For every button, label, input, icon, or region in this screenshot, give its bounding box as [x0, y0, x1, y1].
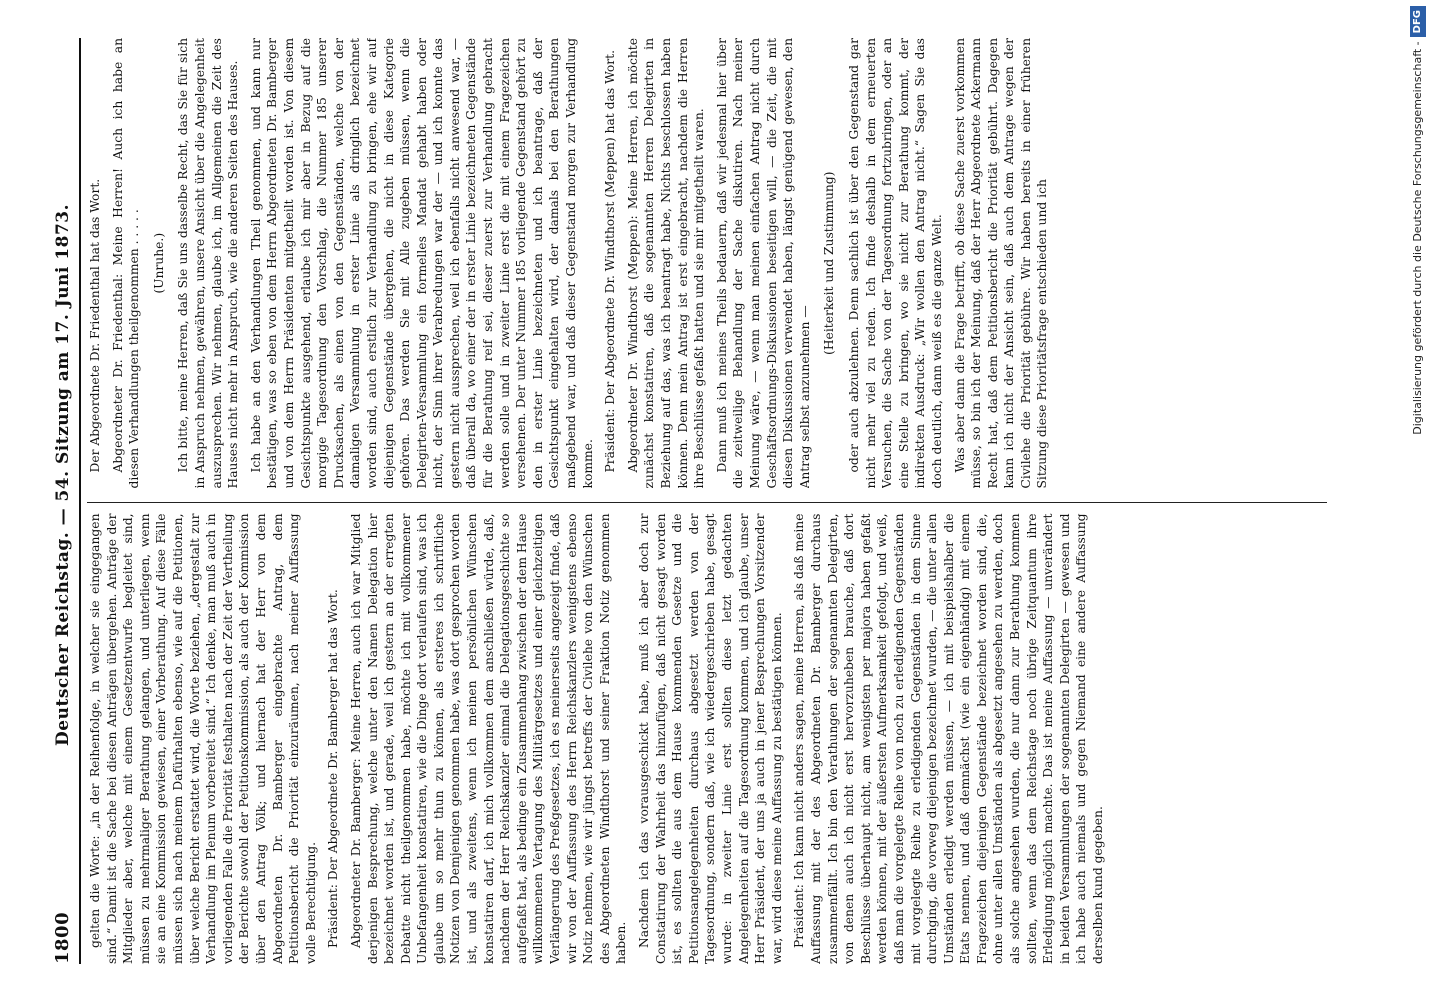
- paragraph: Präsident: Der Abgeordnete Dr. Windthorst (Meppen) hat das Wort.: [603, 49, 618, 473]
- right-column: [87, 38, 1327, 489]
- header-rule: [79, 38, 81, 964]
- paragraph: Abgeordneter Dr. Bamberger: Meine Herren, auch ich war Mitglied derjenigen Besprechung, welche unter den Namen Delegation hier bezeichnet worden ist, und gerade, weil ich gestern an der erregten Debatte nicht theilgenommen habe, möchte ich mit vollkommener Unbefangenheit konstatiren, wie die Dinge dort verlaufen sind, was ich glaube um so mehr thun zu können, als ersteres ich schriftliche Notizen von Demjenigen genommen habe, was dort gesprochen worden ist, und als zweitens, wenn ich meinen persönlichen Wünschen konstatiren darf, ich mich vollkommen dem anschließen würde, daß, nachdem der Herr Reichskanzler einmal die Delegationsgeschichte so aufgefaßt hat, als bedinge ein Zusammenhang zwischen der dem Hause willkommenen Vertagung des Militärgesetzes und einer gleichzeitigen Verlängerung des Preßgesetzes, ich es meinerseits angezeigt finde, daß wir von der Auffassung des Herrn Reichskanzlers wenigstens ebenso Notiz nehmen, wie wir jüngst betreffs der Civilehe von den Wünschen des Abgeordneten Windthorst und seiner Fraktion Notiz genommen haben.: [348, 513, 629, 964]
- paragraph: Ich habe an den Verhandlungen Theil genommen, und kann nur bestätigen, was so eben von dem Herrn Abgeordneten Dr. Bamberger und von dem Herrn Präsidenten mitgetheilt worden ist. Von diesem Gesichtspunkte ausgehend, erlaube ich mir aber in Bezug auf die morgige Tagesordnung den Vorschlag, die Nummer 185 unserer Drucksachen, als einen von den Gegenständen, welche von der damaligen Versammlung in erster Linie als dringlich bezeichnet worden sind, auch erstlich zur Verhandlung zu bringen, ehe wir auf diejenigen Gegenstände übergehen, die nicht in diese Kategorie gehören. Das werden Sie mit Alle zugeben müssen, wenn die Delegirten-Versammlung ein formelles Mandat gehabt haben oder nicht, der Sinn ihrer Verabredungen war der — und ich konnte das gestern nicht aussprechen, weil ich ebenfalls nicht anwesend war, — daß überall da, wo einer der in erster Linie bezeichneten Gegenstände für die Berathung reif sei, dieser zuerst zur Verhandlung gebracht werden solle und in zweiter Linie erst die mit einem Fragezeichen versehenen. Der unter Nummer 185 vorliegende Gegenstand gehört zu den in erster Linie bezeichneten und ich beantrage, daß der Gesichtspunkt eingehalten wird, der damals bei den Berathungen maßgebend war, und daß dieser Gegenstand morgen zur Verhandlung komme.: [248, 38, 595, 489]
- text-columns: [87, 38, 1327, 964]
- dfg-logo: DFG: [1410, 6, 1426, 37]
- paragraph: Abgeordneter Dr. Friedenthal: Meine Herren! Auch ich habe an diesen Verhandlungen theilgenommen . . . . .: [110, 38, 142, 489]
- credit-text: Digitalisierung gefördert durch die Deutsche Forschungsgemeinschaft -: [1411, 41, 1424, 435]
- page-header: [52, 38, 79, 964]
- paragraph: Präsident: Der Abgeordnete Dr. Bamberger hat das Wort.: [326, 589, 341, 948]
- paragraph: Abgeordneter Dr. Windthorst (Meppen): Meine Herren, ich möchte zunächst konstatiren, daß die sogenannten Herren Delegirten in Beziehung auf das, was ich beantragt habe, Nichts beschlossen haben können. Denn mein Antrag ist erst eingebracht, nachdem die Herren ihre Beschlüsse gefaßt hatten und sie mir mitgetheilt waren.: [625, 38, 707, 489]
- paragraph: Der Abgeordnete Dr. Friedenthal hat das Wort.: [88, 178, 102, 473]
- paragraph: Ich bitte, meine Herren, daß Sie uns dasselbe Recht, das Sie für sich in Anspruch nehmen, gewähren, unsere Ansicht über die Angelegenheit auszusprechen. Wir nehmen, glaube ich, im Allgemeinen die Zeit des Hauses nicht mehr in Anspruch, wie die anderen Seiten des Hauses.: [176, 38, 241, 489]
- paragraph: gelten die Worte: „in der Reihenfolge, in welcher sie eingegangen sind.“ Damit ist die Sache bei diesen Anträgen übergehen. Anträge der Mitglieder aber, welche mit einem Gesetzentwurfe begleitet sind, müssen zu mehrmaliger Berathung gelangen, und unterliegen, wenn sie an eine Kommission gewiesen, einer Vorberathung. Auf diese Fälle müssen sich nach meinem Dafürhalten ebenso, wie auf die Petitionen, über welche Bericht erstattet wird, die Worte beziehen, „dergestalt zur Verhandlung im Plenum vorbereitet sind.“ Ich denke, man muß auch in vorliegenden Falle die Priorität festhalten nach der Zeit der Vertheilung der Berichte sowohl der Petitionskommission, als auch der Kommission über den Antrag Völk; und hiernach hat der Herr von dem Abgeordneten Dr. Bamberger eingebrachte Antrag, dem Petitionsbericht die Priorität einzuräumen, nach meiner Auffassung volle Berechtigung.: [88, 513, 318, 964]
- paragraph: Nachdem ich das vorausgeschickt habe, muß ich aber doch zur Constatirung der Wahrheit das hinzufügen, daß nicht gesagt worden ist, es sollten die aus dem Hause kommenden Gesetze und die Petitionsangelegenheiten durchaus abgesetzt werden von der Tagesordnung, sondern daß, wie ich wiedergeschrieben habe, gesagt wurde: in zweiter Linie erst sollten diese letzt gedachten Angelegenheiten auf die Tagesordnung kommen, und ich glaube, unser Herr Präsident, der uns ja auch in jener Besprechungen Vorsitzender war, wird diese meine Auffassung zu bestätigen können.: [637, 513, 784, 964]
- digitization-credit: [1408, 0, 1428, 1000]
- left-column: [87, 503, 1327, 965]
- page-title: Deutscher Reichstag. — 54. Sitzung am 17. Juni 1873.: [53, 203, 73, 746]
- paragraph: Präsident: Ich kann nicht anders sagen, meine Herren, als daß meine Auffassung mit der des Abgeordneten Dr. Bamberger durchaus zusammenfällt. Ich bin den Verathungen der sogenannten Delegirten, von denen auch ich nicht erst hervorzuheben brauche, daß dort Beschlüsse überhaupt nicht, am wenigsten per majora haben gefaßt werden können, mit der äußersten Aufmerksamkeit gefolgt, und weiß, daß man die vorgelegte Reihe von noch zu erledigenden Gegenständen mit vorgelegte Reihe zu erledigenden Gegenständen in dem Sinne durchging, die vorweg diejenigen bezeichnet wurden, — die unter allen Umständen erledigt werden müssen, — ich mit beispielshalber die Etats nennen, und daß demnächst (wie ein eigenhändig) mit einem Fragezeichen diejenigen Gegenstände bezeichnet worden sind, die, ohne unter allen Umständen als abgesetzt angesehen zu werden, doch als solche angesehen wurden, die nur dann zur Berathung kommen sollten, wenn das dem Reichstage noch übrige Zeitquantum ihre Erledigung möglich machte. Das ist meine Auffassung — unverändert in beiden Versammlungen der sogenannten Delegirten — gewesen und ich habe auch niemals und gegen Niemand eine andere Auffassung derselben kund gegeben.: [792, 513, 1106, 964]
- interjection: (Heiterkeit und Zustimmung): [822, 171, 837, 355]
- interjection: (Unruhe.): [151, 232, 166, 294]
- page-number: 1800: [52, 911, 73, 964]
- paragraph: Was aber dann die Frage betrifft, ob diese Sache zuerst vorkommen müsse, so bin ich der Meinung, daß der Herr Abgeordnete Ackermann Recht hat, daß dem Petitionsbericht die Priorität gebührt. Dagegen kann ich nicht der Ansicht sein, daß auch dem Antrage wegen der Civilehe die Priorität gebühre. Wir haben bereits in einer früheren Sitzung diese Prioritätsfrage entschieden und ich: [952, 38, 1050, 489]
- paragraph: Dann muß ich meines Theils bedauern, daß wir jedesmal hier über die zeitweilige Behandlung der Sache diskutiren. Nach meiner Meinung wäre, — wenn man meinen einfachen Antrag nicht durch Geschäftsordnungs-Diskussionen beseitigen will, — die Zeit, die mit diesen Diskussionen verwendet haben, längst genügend gewesen, den Antrag selbst anzunehmen —: [714, 38, 812, 489]
- paragraph: oder auch abzulehnen. Denn sachlich ist über den Gegenstand gar nicht mehr viel zu reden. Ich finde deshalb in dem erneuerten Versuchen, die Sache von der Tagesordnung fortzubringen, oder an eine Stelle zu bringen, wo sie nicht zur Berathung kommt, der indirekten Ausdruck: „Wir wollen den Antrag nicht.“ Sagen Sie das doch deutlich, dann weiß es die ganze Welt.: [846, 38, 944, 489]
